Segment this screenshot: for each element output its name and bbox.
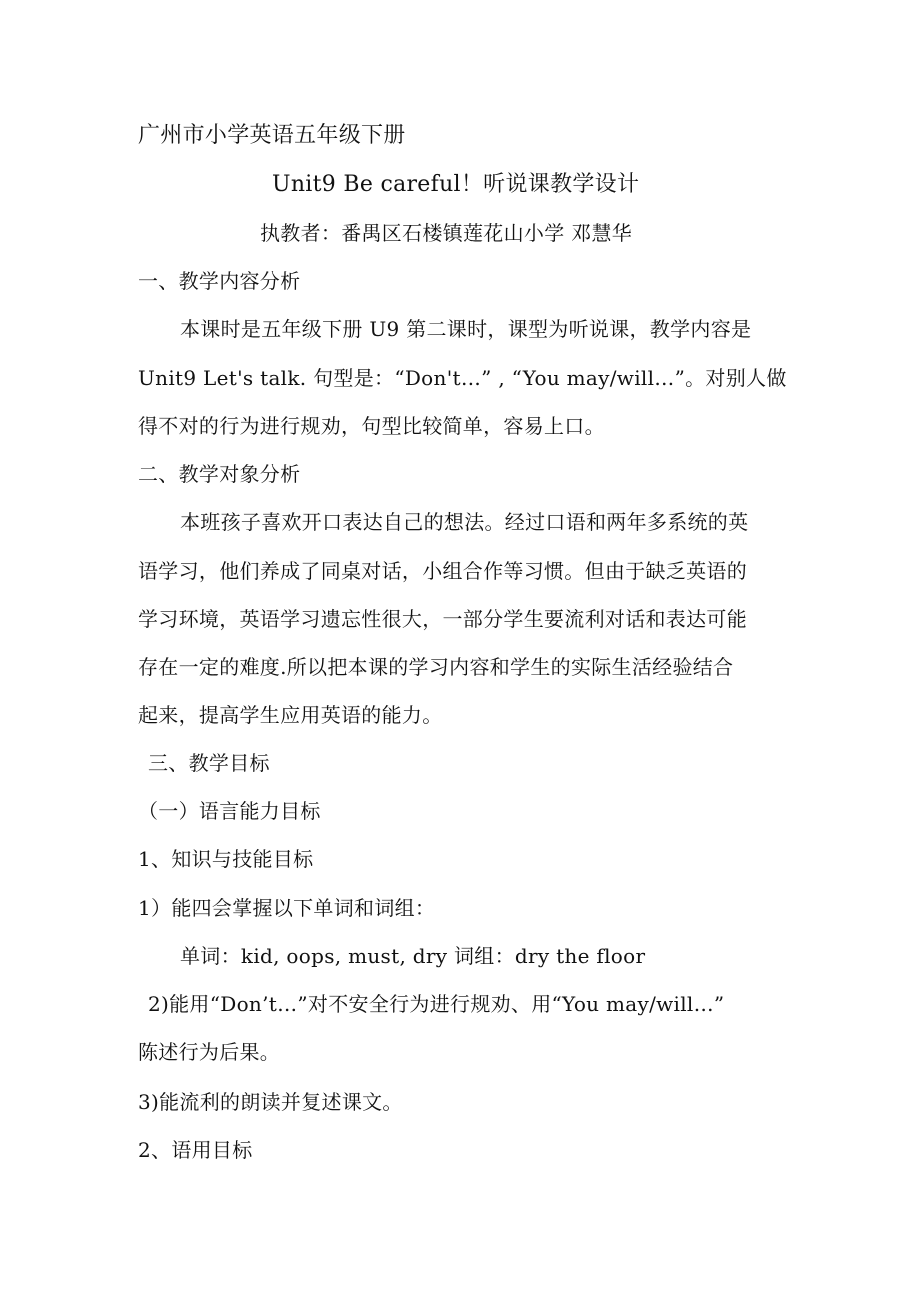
vocabulary-line: 单词：kid, oops, must, dry 词组：dry the floor xyxy=(180,944,646,968)
objective-item: 3)能流利的朗读并复述课文。 xyxy=(138,1090,403,1114)
objective-heading: 1、知识与技能目标 xyxy=(138,847,314,871)
subsection-heading: （一）语言能力目标 xyxy=(138,799,321,823)
section2-paragraph-line: 本班孩子喜欢开口表达自己的想法。经过口语和两年多系统的英 xyxy=(180,510,749,534)
section3-heading: 三、教学目标 xyxy=(148,751,270,775)
section2-paragraph-line: 学习环境，英语学习遗忘性很大，一部分学生要流利对话和表达可能 xyxy=(138,607,747,631)
section2-paragraph-line: 语学习，他们养成了同桌对话，小组合作等习惯。但由于缺乏英语的 xyxy=(138,559,747,583)
objective-item-continued: 陈述行为后果。 xyxy=(138,1040,281,1064)
section2-paragraph-line: 存在一定的难度.所以把本课的学习内容和学生的实际生活经验结合 xyxy=(138,655,734,679)
section2-heading: 二、教学对象分析 xyxy=(138,462,301,486)
section1-heading: 一、教学内容分析 xyxy=(138,269,301,293)
section2-paragraph-line: 起来，提高学生应用英语的能力。 xyxy=(138,703,443,727)
objective-heading: 2、语用目标 xyxy=(138,1138,253,1162)
document-title: 广州市小学英语五年级下册 xyxy=(138,123,406,148)
objective-item: 2)能用“Don’t…”对不安全行为进行规劝、用“You may/will…” xyxy=(148,992,725,1016)
section1-paragraph-line: 本课时是五年级下册 U9 第二课时，课型为听说课，教学内容是 xyxy=(180,317,752,341)
objective-item: 1）能四会掌握以下单词和词组： xyxy=(138,896,436,920)
section1-paragraph-line: Unit9 Let's talk. 句型是：“Don't…” , “You may/will…”。对别人做 xyxy=(138,366,787,390)
document-subtitle: Unit9 Be careful！听说课教学设计 xyxy=(272,172,640,197)
section1-paragraph-line: 得不对的行为进行规劝，句型比较简单，容易上口。 xyxy=(138,414,605,438)
author-line: 执教者：番禺区石楼镇莲花山小学 邓慧华 xyxy=(260,221,633,245)
